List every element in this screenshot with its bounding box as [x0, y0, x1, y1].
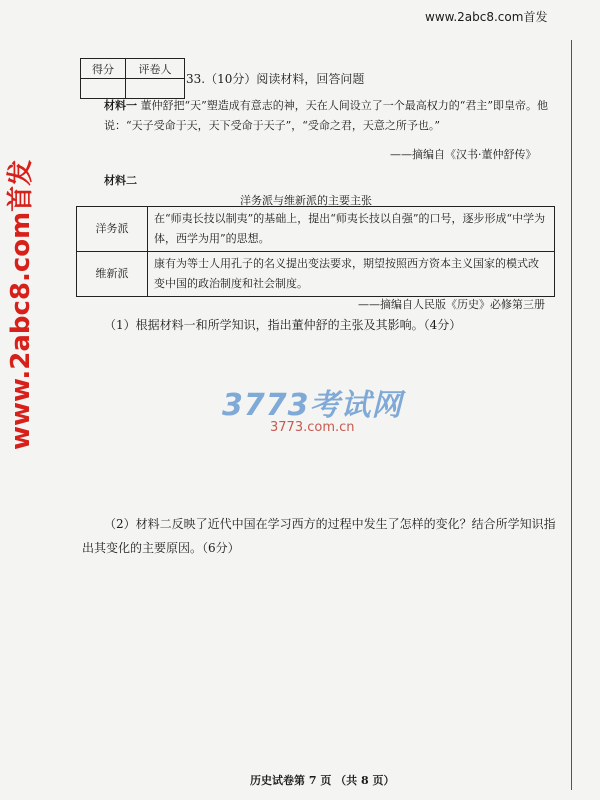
question-2-line2: 出其变化的主要原因。（6分） [82, 541, 240, 555]
question-2 [82, 512, 564, 560]
question-2-line1: （2）材料二反映了近代中国在学习西方的过程中发生了怎样的变化？结合所学知识指 [104, 517, 556, 531]
page-footer: 历史试卷第 7 页 （共 8 页） [250, 774, 395, 787]
score-table [80, 58, 185, 99]
material2-label: 材料二 [104, 174, 137, 187]
center-watermark-logo: 3773考试网 [222, 388, 403, 423]
row-name: 维新派 [77, 252, 148, 297]
right-margin-rule [571, 40, 572, 790]
center-watermark-url: 3773.com.cn [270, 420, 355, 435]
table-row [77, 207, 555, 252]
side-watermark-text: www.2abc8.com首发 [6, 159, 36, 450]
material1-label: 材料一 [104, 99, 137, 112]
side-watermark [0, 150, 36, 450]
center-watermark [222, 380, 403, 435]
grader-label: 评卷人 [126, 59, 185, 79]
material2-source: ——摘编自人民版《历史》必修第三册 [358, 298, 545, 311]
site-watermark-top: www.2abc8.com首发 [425, 10, 548, 24]
score-label: 得分 [81, 59, 126, 79]
material1-text: 董仲舒把“天”塑造成有意志的神，天在人间设立了一个最高权力的“君主”即皇帝。他说：“天子受命于天，天下受命于天子”，“受命之君，天意之所予也。” [104, 99, 548, 132]
row-text: 在“师夷长技以制夷”的基础上，提出“师夷长技以自强”的口号，逐步形成“中学为体，西学为用”的思想。 [148, 207, 555, 252]
row-text: 康有为等士人用孔子的名义提出变法要求，期望按照西方资本主义国家的模式改变中国的政治制度和社会制度。 [148, 252, 555, 297]
material1-source: ——摘编自《汉书·董仲舒传》 [390, 148, 537, 161]
table-row [77, 252, 555, 297]
table-caption: 洋务派与维新派的主要主张 [240, 194, 372, 207]
material1 [104, 96, 556, 136]
question-header: 33.（10分）阅读材料，回答问题 [186, 72, 365, 86]
question-1: （1）根据材料一和所学知识，指出董仲舒的主张及其影响。（4分） [104, 318, 462, 332]
row-name: 洋务派 [77, 207, 148, 252]
comparison-table [76, 206, 555, 297]
